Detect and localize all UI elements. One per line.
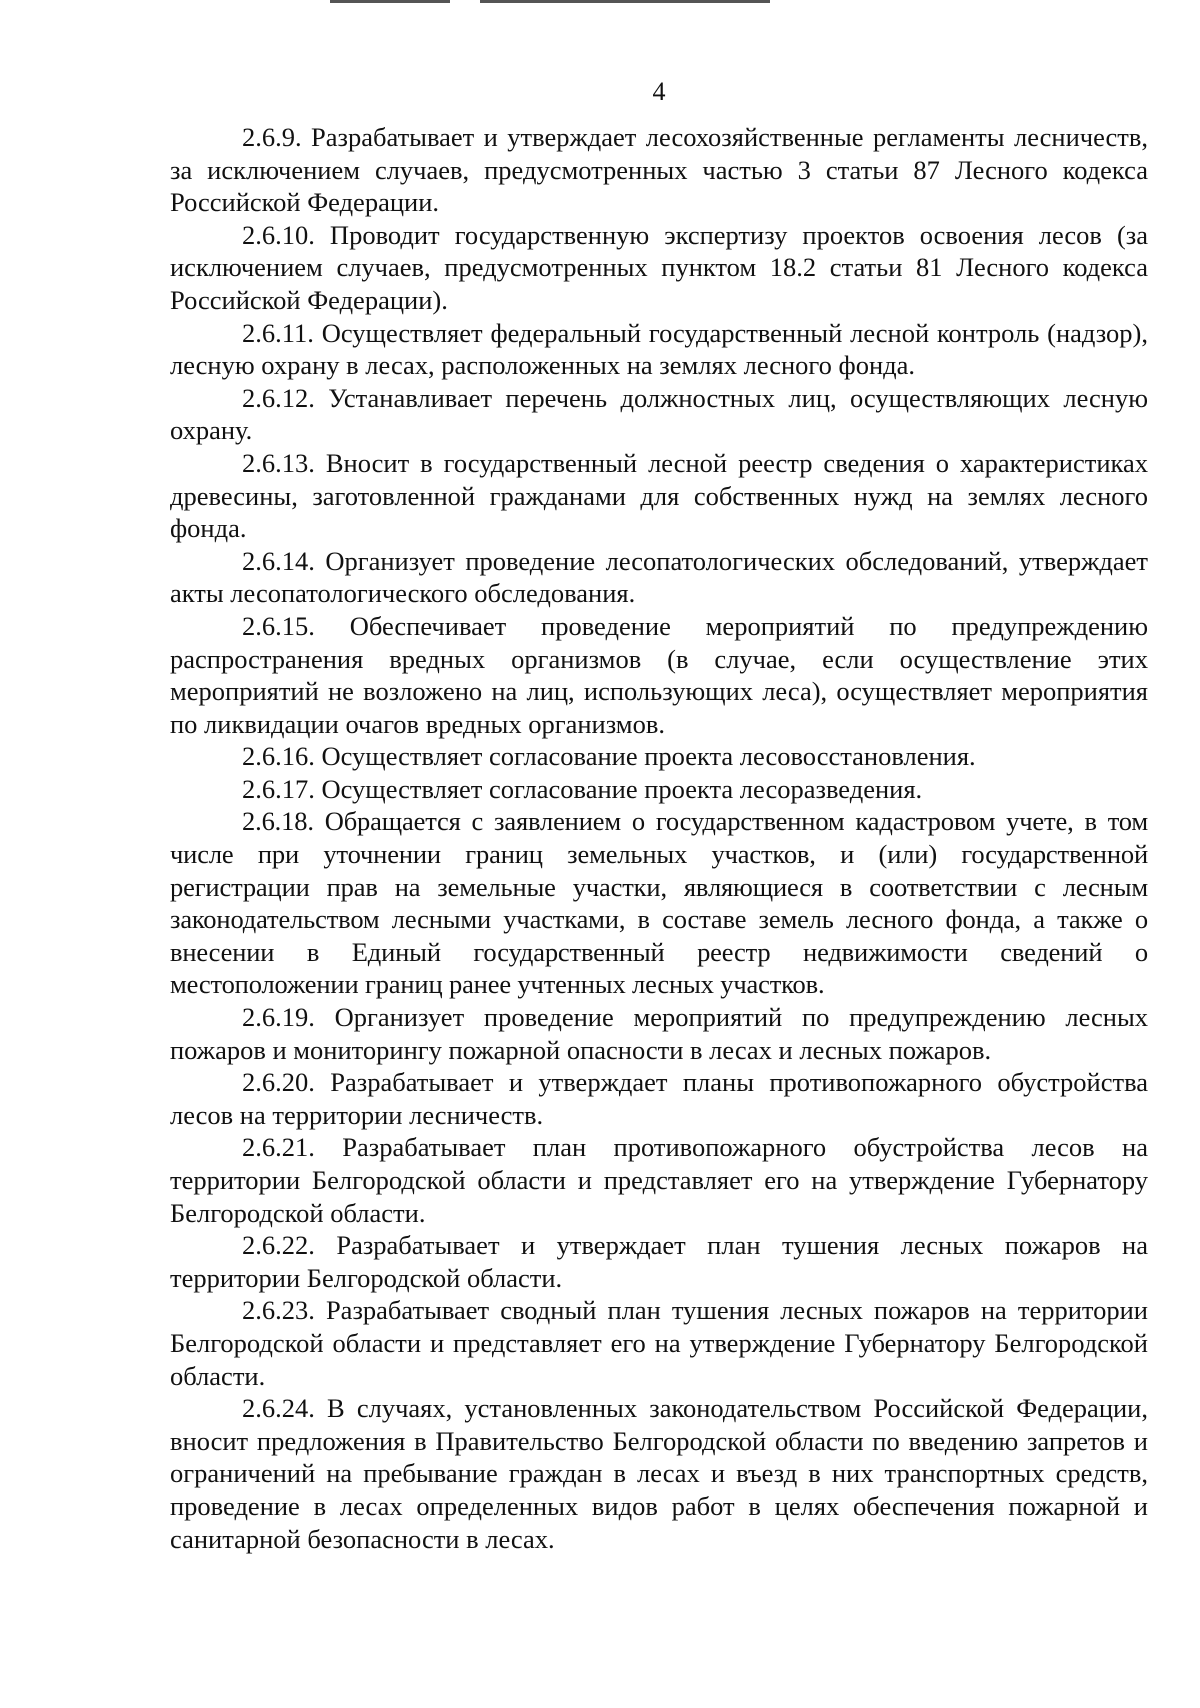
paragraph-2-6-22: 2.6.22. Разрабатывает и утверждает план тушения лесных пожаров на территории Белгородской области. (170, 1230, 1148, 1293)
document-body (170, 121, 1148, 1555)
paragraph-2-6-13: 2.6.13. Вносит в государственный лесной реестр сведения о характеристиках древесины, заготовленной гражданами для собственных нужд на землях лесного фонда. (170, 447, 1148, 544)
paragraph-2-6-23: 2.6.23. Разрабатывает сводный план тушения лесных пожаров на территории Белгородской области и представляет его на утверждение Губернатору Белгородской области. (170, 1295, 1148, 1391)
paragraph-2-6-21: 2.6.21. Разрабатывает план противопожарного обустройства лесов на территории Белгородской области и представляет его на утверждение Губернатору Белгородской области. (170, 1132, 1148, 1228)
paragraph-2-6-18: 2.6.18. Обращается с заявлением о государственном кадастровом учете, в том числе при уточнении границ земельных участков, и (или) государственной регистрации прав на земельные участки, являющиеся в соответствии с лесным законодательством лесными участками, в составе земель лесного фонда, а также о внесении в Единый государственный реестр недвижимости сведений о местоположении границ ранее учтенных лесных участков. (170, 806, 1148, 1000)
paragraph-2-6-24: 2.6.24. В случаях, установленных законодательством Российской Федерации, вносит предложения в Правительство Белгородской области по введению запретов и ограничений на пребывание граждан в лесах и въезд в них транспортных средств, проведение в лесах определенных видов работ в целях обеспечения пожарной и санитарной безопасности в лесах. (170, 1393, 1148, 1554)
paragraph-2-6-12: 2.6.12. Устанавливает перечень должностных лиц, осуществляющих лесную охрану. (170, 382, 1148, 446)
paragraph-2-6-16: 2.6.16. Осуществляет согласование проекта лесовосстановления. (242, 741, 976, 772)
paragraph-2-6-15: 2.6.15. Обеспечивает проведение мероприятий по предупреждению распространения вредных организмов (в случае, если осуществление этих мероприятий не возложено на лиц, использующих леса), осуществляет мероприятия по ликвидации очагов вредных организмов. (170, 610, 1148, 739)
paragraph-2-6-10: 2.6.10. Проводит государственную экспертизу проектов освоения лесов (за исключением случаев, предусмотренных пунктом 18.2 статьи 81 Лесного кодекса Российской Федерации). (170, 219, 1148, 315)
top-rule-right (480, 0, 770, 3)
paragraph-2-6-20: 2.6.20. Разрабатывает и утверждает планы противопожарного обустройства лесов на территории лесничеств. (170, 1067, 1148, 1130)
paragraph-2-6-14: 2.6.14. Организует проведение лесопатологических обследований, утверждает акты лесопатологического обследования. (170, 545, 1148, 609)
paragraph-2-6-11: 2.6.11. Осуществляет федеральный государственный лесной контроль (надзор), лесную охрану в лесах, расположенных на землях лесного фонда. (170, 317, 1148, 381)
paragraph-2-6-9: 2.6.9. Разрабатывает и утверждает лесохозяйственные регламенты лесничеств, за исключением случаев, предусмотренных частью 3 статьи 87 Лесного кодекса Российской Федерации. (170, 122, 1148, 218)
page-number: 4 (652, 77, 666, 106)
paragraph-2-6-19: 2.6.19. Организует проведение мероприятий по предупреждению лесных пожаров и мониторингу пожарной опасности в лесах и лесных пожаров. (170, 1002, 1148, 1065)
paragraph-2-6-17: 2.6.17. Осуществляет согласование проекта лесоразведения. (242, 773, 923, 804)
top-rule-left (330, 0, 450, 3)
